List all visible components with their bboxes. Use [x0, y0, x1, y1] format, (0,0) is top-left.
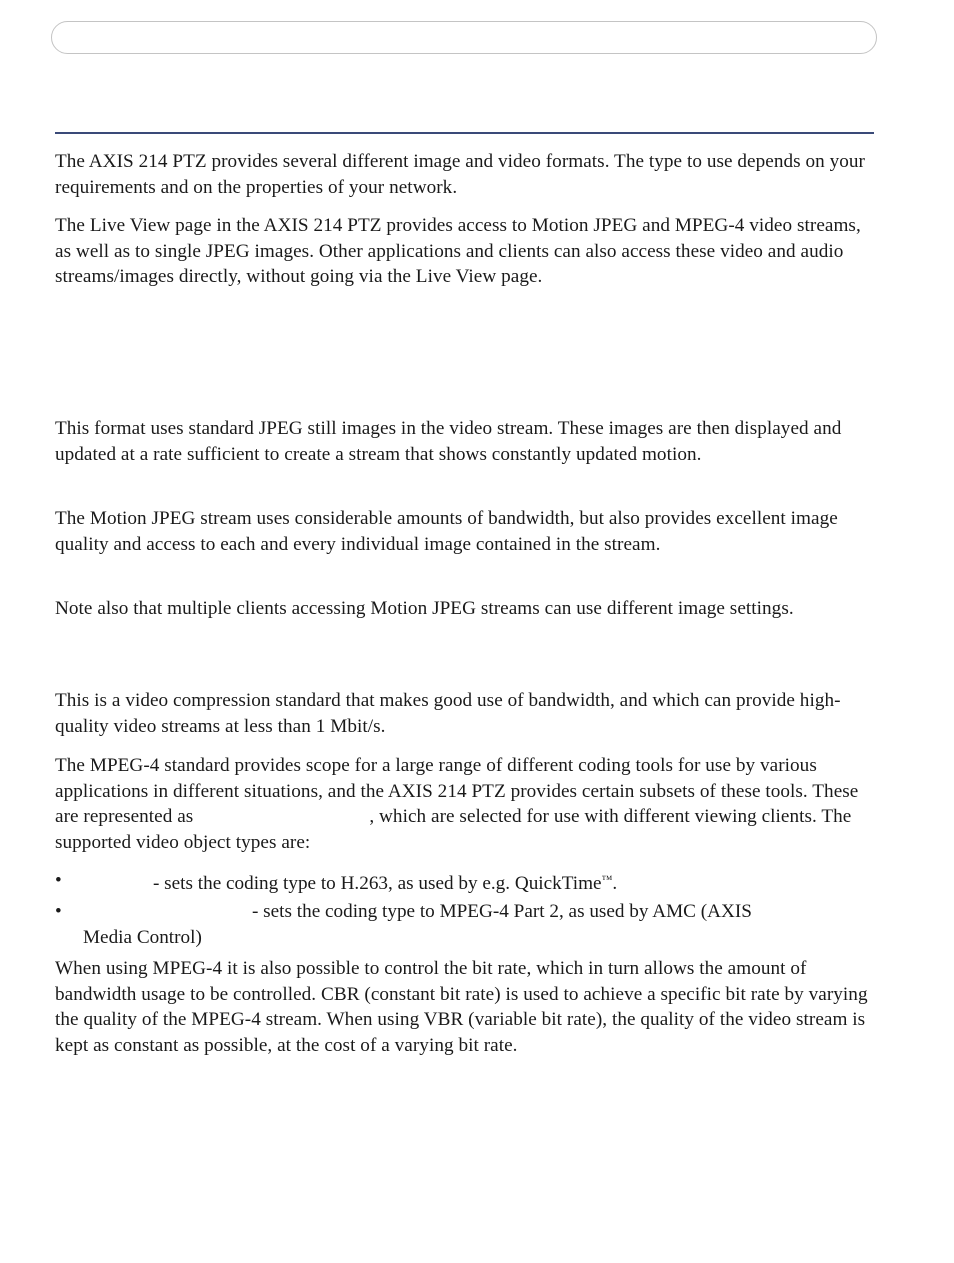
motion-jpeg-paragraph-2: The Motion JPEG stream uses considerable amounts of bandwidth, but also provides excellent image quality and access to each and every individual image contained in the stream.: [55, 508, 838, 555]
bit-rate-paragraph: When using MPEG-4 it is also possible to control the bit rate, which in turn allows the amount of bandwidth usage to be controlled. CBR (constant bit rate) is used to achieve a specific bit rate by varying the quality of the MPEG-4 stream. When using VBR (variable bit rate), the quality of the video stream is kept as constant as possible, at the cost of a varying bit rate.: [55, 958, 868, 1056]
section-rule: [55, 132, 874, 134]
trademark-symbol: ™: [601, 874, 613, 886]
mpeg4-paragraph-2: [55, 753, 877, 855]
bullet-advanced-line2: Media Control): [83, 926, 202, 948]
bullet-text-advanced: [83, 899, 877, 950]
bullet-dot: •: [55, 870, 62, 891]
bullet-advanced-line1: - sets the coding type to MPEG-4 Part 2, as used by AMC (AXIS: [252, 901, 752, 922]
motion-jpeg-paragraph-1: This format uses standard JPEG still images in the video stream. These images are then displayed and updated at a rate sufficient to create a stream that shows constantly updated motion.: [55, 418, 842, 465]
bullet-text-simple: [83, 868, 877, 897]
mpeg4-paragraph-2-end: , which are selected for use with different viewing clients. The supported video object types are:: [55, 806, 852, 853]
intro-paragraph: The AXIS 214 PTZ provides several different image and video formats. The type to use depends on your requirements and on the properties of your network.: [55, 151, 865, 198]
bullet-dot: •: [55, 901, 62, 922]
header-bar: [51, 21, 877, 54]
bullet-simple-text: - sets the coding type to H.263, as used by e.g. QuickTime: [153, 873, 602, 894]
motion-jpeg-paragraph-3: Note also that multiple clients accessing Motion JPEG streams can use different image settings.: [55, 598, 794, 619]
live-view-paragraph: The Live View page in the AXIS 214 PTZ provides access to Motion JPEG and MPEG-4 video streams, as well as to single JPEG images. Other applications and clients can also access these video and audio streams/images directly, without going via the Live View page.: [55, 215, 861, 287]
mpeg4-paragraph-1: This is a video compression standard that makes good use of bandwidth, and which can provide high-quality video streams at less than 1 Mbit/s.: [55, 690, 841, 737]
mpeg4-paragraph-2-start: The MPEG-4 standard provides scope for a large range of different coding tools for use by various applications in different situations, and the AXIS 214 PTZ provides certain subsets of these tools. These are represented as: [55, 755, 859, 827]
bullet-simple-end: .: [612, 873, 618, 894]
